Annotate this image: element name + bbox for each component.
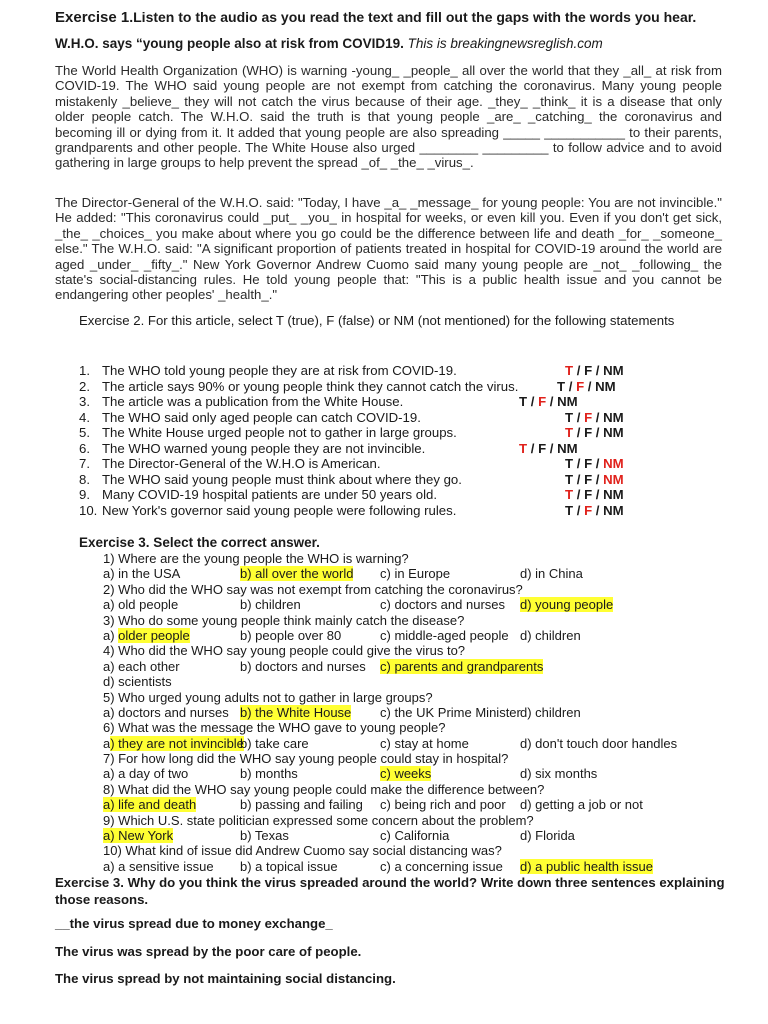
tfnm-option-nm[interactable]: NM: [603, 409, 624, 425]
statement-row: [79, 410, 639, 426]
answer-option[interactable]: [103, 659, 180, 674]
option-text: b) a topical issue: [240, 858, 338, 874]
option-text: b) take care: [240, 735, 309, 751]
tfnm-separator: /: [573, 425, 585, 440]
tfnm-separator: /: [573, 471, 585, 487]
option-text: c) middle-aged people: [380, 627, 509, 643]
tfnm-choice: [565, 410, 624, 425]
tfnm-option-f[interactable]: F: [584, 487, 593, 502]
answer-option[interactable]: [240, 766, 298, 781]
question-text: 7) For how long did the WHO say young people could stay in hospital?: [103, 751, 509, 767]
highlighted-answer: ) they are not invincible: [110, 735, 244, 751]
answer-option[interactable]: [380, 766, 431, 781]
answer-options-row: [103, 597, 743, 612]
exercise2-instruction: Exercise 2. For this article, select T (true), F (false) or NM (not mentioned) for the following statements: [79, 313, 675, 328]
article-headline: [55, 36, 603, 51]
answer-option[interactable]: [103, 597, 178, 612]
statement-number: 8.: [79, 471, 90, 487]
answer-options-row: [103, 797, 743, 812]
exercise3-question-list: [103, 551, 743, 874]
statement-row: [79, 425, 639, 441]
tfnm-option-t[interactable]: T: [519, 394, 528, 409]
option-text: c) in Europe: [380, 566, 451, 582]
highlighted-answer: a) life and death: [103, 797, 197, 813]
statement-text: The White House urged people not to gather in large groups.: [102, 425, 457, 440]
tfnm-option-nm[interactable]: NM: [595, 378, 616, 394]
statement-text: The article says 90% or young people think they cannot catch the virus.: [102, 378, 519, 394]
tfnm-option-t[interactable]: T: [565, 409, 574, 425]
tfnm-separator: /: [573, 363, 585, 378]
highlighted-answer: c) parents and grandparents: [380, 658, 544, 674]
option-text: c) the UK Prime Minister: [380, 704, 521, 720]
tfnm-option-t[interactable]: T: [565, 487, 574, 502]
answer-options-row: [103, 766, 743, 781]
tfnm-separator: /: [573, 409, 585, 425]
tfnm-option-f[interactable]: F: [576, 378, 585, 394]
answer-option[interactable]: [380, 705, 521, 720]
answer-option[interactable]: [103, 828, 173, 843]
tfnm-separator: /: [592, 409, 604, 425]
statement-number: 9.: [79, 487, 90, 502]
answer-option[interactable]: [380, 828, 449, 843]
question-text: 3) Who do some young people think mainly catch the disease?: [103, 612, 465, 628]
tfnm-option-f[interactable]: F: [584, 363, 593, 378]
answer-option[interactable]: [380, 859, 503, 874]
option-text: a) old people: [103, 597, 179, 613]
headline-title: W.H.O. says “young people also at risk from COVID19.: [55, 36, 404, 51]
option-text: b) people over 80: [240, 627, 342, 643]
statement-row: [79, 487, 639, 503]
highlighted-answer: d) young people: [520, 597, 614, 613]
answer-options-row: [103, 659, 743, 674]
highlighted-answer: a) New York: [103, 828, 174, 844]
answer-option[interactable]: [103, 766, 188, 781]
answer-option[interactable]: [103, 797, 196, 812]
statement-row: [79, 379, 639, 395]
statement-row: [79, 503, 639, 519]
tfnm-separator: /: [527, 440, 539, 456]
exercise3-title: Exercise 3. Select the correct answer.: [79, 535, 320, 550]
statement-number: 1.: [79, 363, 90, 378]
tfnm-option-nm[interactable]: NM: [603, 456, 624, 471]
highlighted-answer: d) a public health issue: [520, 858, 653, 874]
tfnm-separator: /: [592, 487, 604, 502]
tfnm-option-f[interactable]: F: [584, 425, 593, 440]
answer-sentence-3: The virus spread by not maintaining social distancing.: [55, 971, 396, 986]
option-text: c) a concerning issue: [380, 858, 503, 874]
statement-text: The article was a publication from the White House.: [102, 394, 404, 409]
tfnm-option-nm[interactable]: NM: [603, 425, 624, 440]
tfnm-option-t[interactable]: T: [565, 502, 574, 518]
option-text: d) don't touch door handles: [520, 735, 678, 751]
answer-option[interactable]: [380, 628, 509, 643]
tfnm-choice: [557, 379, 616, 394]
option-text: a) doctors and nurses: [103, 704, 229, 720]
option-text: c) being rich and poor: [380, 797, 506, 813]
headline-source: This is breakingnewsreglish.com: [407, 36, 603, 51]
answer-option[interactable]: [520, 797, 643, 812]
article-paragraph-1: The World Health Organization (WHO) is warning -young_ _people_ all over the world that they _all_ at risk from COVID-19. The WHO said young people are not exempt from catching the coronavirus. Many young people mistakenly _believe_ they will not catch the virus because of their age. _they_ _think_ it is a disease that only older people catch. The W.H.O. said the truth is that young people _are_ _catching_ the coronavirus and becoming ill or dying from it. It added that young people are also spreading _____ ___________ to their parents, grandparents and other people. The White House also urged ________ _________ to follow advice and to avoid gathering in large groups to help prevent the spread _of_ _the_ _virus_.: [55, 63, 722, 171]
option-text: b) Texas: [240, 828, 289, 844]
answer-option[interactable]: [103, 859, 214, 874]
exercise1-instruction: .Listen to the audio as you read the text and fill out the gaps with the words you hear.: [129, 9, 697, 25]
answer-option[interactable]: [520, 859, 653, 874]
option-text: a) a sensitive issue: [103, 858, 214, 874]
tfnm-separator: /: [592, 471, 604, 487]
option-text: b) months: [240, 766, 298, 782]
tfnm-option-f[interactable]: F: [538, 440, 547, 456]
answer-option[interactable]: [520, 828, 575, 843]
tfnm-separator: /: [592, 502, 604, 518]
option-text: a) a day of two: [103, 766, 189, 782]
answer-options-row: [103, 566, 743, 581]
option-text: c) California: [380, 828, 450, 844]
answer-sentence-1: __the virus spread due to money exchange_: [55, 916, 333, 931]
highlighted-answer: c) weeks: [380, 766, 432, 782]
answer-option[interactable]: [380, 797, 506, 812]
answer-option[interactable]: [380, 659, 543, 674]
answer-option[interactable]: [240, 628, 341, 643]
option-text: c) doctors and nurses: [380, 597, 506, 613]
option-text: d) children: [520, 704, 581, 720]
option-text: d) children: [520, 627, 581, 643]
tfnm-option-nm[interactable]: NM: [557, 440, 578, 456]
answer-options-row: [103, 736, 743, 751]
answer-option[interactable]: [520, 766, 597, 781]
answer-option[interactable]: [240, 659, 366, 674]
statement-text: New York's governor said young people were following rules.: [102, 502, 457, 518]
question-text: 1) Where are the young people the WHO is warning?: [103, 551, 409, 566]
answer-option[interactable]: [103, 705, 229, 720]
answer-option[interactable]: [380, 597, 505, 612]
option-text: d) Florida: [520, 828, 575, 844]
article-paragraph-2: The Director-General of the W.H.O. said: "Today, I have _a_ _message_ for young people: You are not invincible." He added: "This coronavirus could _put_ _you_ in hospital for weeks, or even kill you. Even if you don't get sick, _the_ _choices_ you make about where you go could be the difference between life and death _for_ _someone_ else." The W.H.O. said: "A significant proportion of patients treated in hospital for COVID-19 around the world are aged _under_ _fifty_." New York Governor Andrew Cuomo said many young people are _not_ _following_ the state's social-distancing rules. He told young people that: "This is a public health issue and you cannot be endangering other peoples' _health_.": [55, 195, 722, 303]
answer-option[interactable]: [240, 828, 289, 843]
tfnm-option-t[interactable]: T: [557, 378, 566, 394]
exercise1-label: Exercise 1: [55, 9, 130, 26]
answer-option[interactable]: [103, 628, 190, 643]
option-text: a: [103, 735, 111, 751]
question-text: 2) Who did the WHO say was not exempt from catching the coronavirus?: [103, 581, 523, 597]
highlighted-answer: b) all over the world: [240, 566, 354, 582]
statement-row: [79, 456, 639, 472]
option-text: d) six months: [520, 766, 598, 782]
statement-number: 2.: [79, 378, 90, 394]
answer-options-row: [103, 628, 743, 643]
answer-option[interactable]: [240, 566, 353, 581]
statement-number: 5.: [79, 425, 90, 440]
statement-text: The WHO said only aged people can catch COVID-19.: [102, 409, 421, 425]
tfnm-option-f[interactable]: F: [538, 394, 547, 409]
statement-row: [79, 363, 639, 379]
tfnm-separator: /: [546, 440, 558, 456]
tfnm-choice: [565, 456, 624, 471]
answer-option-extra[interactable]: d) scientists: [103, 674, 172, 690]
tfnm-option-f[interactable]: F: [584, 409, 593, 425]
answer-option[interactable]: [240, 797, 363, 812]
tfnm-separator: /: [527, 394, 539, 409]
statement-row: [79, 472, 639, 488]
tfnm-choice: [519, 394, 578, 409]
tfnm-option-t[interactable]: T: [565, 456, 574, 471]
answer-option[interactable]: [240, 597, 301, 612]
tfnm-option-t[interactable]: T: [565, 471, 574, 487]
tfnm-separator: /: [584, 378, 596, 394]
tfnm-choice: [565, 472, 624, 487]
tfnm-choice: [565, 487, 624, 502]
statement-number: 4.: [79, 409, 90, 425]
option-text: c) stay at home: [380, 735, 469, 751]
statement-text: The WHO said young people must think about where they go.: [102, 471, 462, 487]
tfnm-separator: /: [592, 363, 604, 378]
option-text: a) each other: [103, 658, 180, 674]
answer-option[interactable]: [520, 705, 581, 720]
tfnm-separator: /: [573, 502, 585, 518]
tfnm-option-nm[interactable]: NM: [603, 487, 624, 502]
tfnm-choice: [519, 441, 578, 456]
exercise1-heading: [55, 9, 696, 26]
tfnm-option-nm[interactable]: NM: [603, 363, 624, 378]
answer-option[interactable]: [520, 566, 583, 581]
answer-option[interactable]: [240, 859, 338, 874]
tfnm-separator: /: [546, 394, 558, 409]
tfnm-separator: /: [573, 487, 585, 502]
statement-text: The Director-General of the W.H.O is American.: [102, 456, 381, 471]
exercise3b-prompt: Exercise 3. Why do you think the virus spreaded around the world? Write down three sentences explaining those reasons.: [55, 875, 725, 907]
answer-option[interactable]: [380, 736, 469, 751]
answer-option[interactable]: [103, 736, 244, 751]
tfnm-choice: [565, 425, 624, 440]
option-text: a): [103, 627, 119, 643]
answer-option[interactable]: [240, 705, 351, 720]
answer-options-row: [103, 705, 743, 720]
highlighted-answer: older people: [118, 627, 190, 643]
tfnm-separator: /: [565, 378, 577, 394]
tfnm-option-f[interactable]: F: [584, 471, 593, 487]
option-text: b) passing and failing: [240, 797, 363, 813]
statement-text: Many COVID-19 hospital patients are under 50 years old.: [102, 487, 437, 502]
option-text: a) in the USA: [103, 566, 181, 582]
answer-option[interactable]: [240, 736, 309, 751]
tfnm-separator: /: [592, 425, 604, 440]
tfnm-option-t[interactable]: T: [565, 363, 574, 378]
question-text: 4) Who did the WHO say young people could give the virus to?: [103, 643, 466, 659]
statement-number: 3.: [79, 394, 90, 409]
tfnm-choice: [565, 503, 624, 518]
statement-number: 10.: [79, 502, 98, 518]
option-text: d) getting a job or not: [520, 797, 643, 813]
question-text: 8) What did the WHO say young people could make the difference between?: [103, 781, 545, 797]
statement-number: 6.: [79, 440, 90, 456]
answer-option[interactable]: [520, 628, 581, 643]
answer-option[interactable]: [380, 566, 450, 581]
option-text: d) in China: [520, 566, 583, 582]
answer-option[interactable]: [103, 566, 180, 581]
question-text: 9) Which U.S. state politician expressed some concern about the problem?: [103, 812, 534, 828]
question-text: 10) What kind of issue did Andrew Cuomo say social distancing was?: [103, 843, 502, 859]
tfnm-option-t[interactable]: T: [519, 440, 528, 456]
statement-text: The WHO told young people they are at risk from COVID-19.: [102, 363, 457, 378]
answer-option[interactable]: [520, 597, 613, 612]
option-text: b) children: [240, 597, 301, 613]
tfnm-option-nm[interactable]: NM: [603, 502, 624, 518]
answer-sentence-2: The virus was spread by the poor care of people.: [55, 944, 362, 959]
tfnm-separator: /: [592, 456, 604, 471]
answer-options-row: [103, 859, 743, 874]
statement-text: The WHO warned young people they are not invincible.: [102, 440, 426, 456]
tfnm-choice: [565, 363, 624, 378]
statement-number: 7.: [79, 456, 90, 471]
tfnm-option-nm[interactable]: NM: [557, 394, 578, 409]
question-text: 5) Who urged young adults not to gather in large groups?: [103, 689, 433, 705]
question-text: 6) What was the message the WHO gave to young people?: [103, 720, 446, 736]
answer-options-row: [103, 828, 743, 843]
tfnm-option-t[interactable]: T: [565, 425, 574, 440]
tfnm-option-nm[interactable]: NM: [603, 471, 624, 487]
answer-option[interactable]: [520, 736, 677, 751]
tfnm-separator: /: [573, 456, 585, 471]
option-text: b) doctors and nurses: [240, 658, 366, 674]
tfnm-option-f[interactable]: F: [584, 502, 593, 518]
highlighted-answer: b) the White House: [240, 704, 352, 720]
tfnm-option-f[interactable]: F: [584, 456, 593, 471]
